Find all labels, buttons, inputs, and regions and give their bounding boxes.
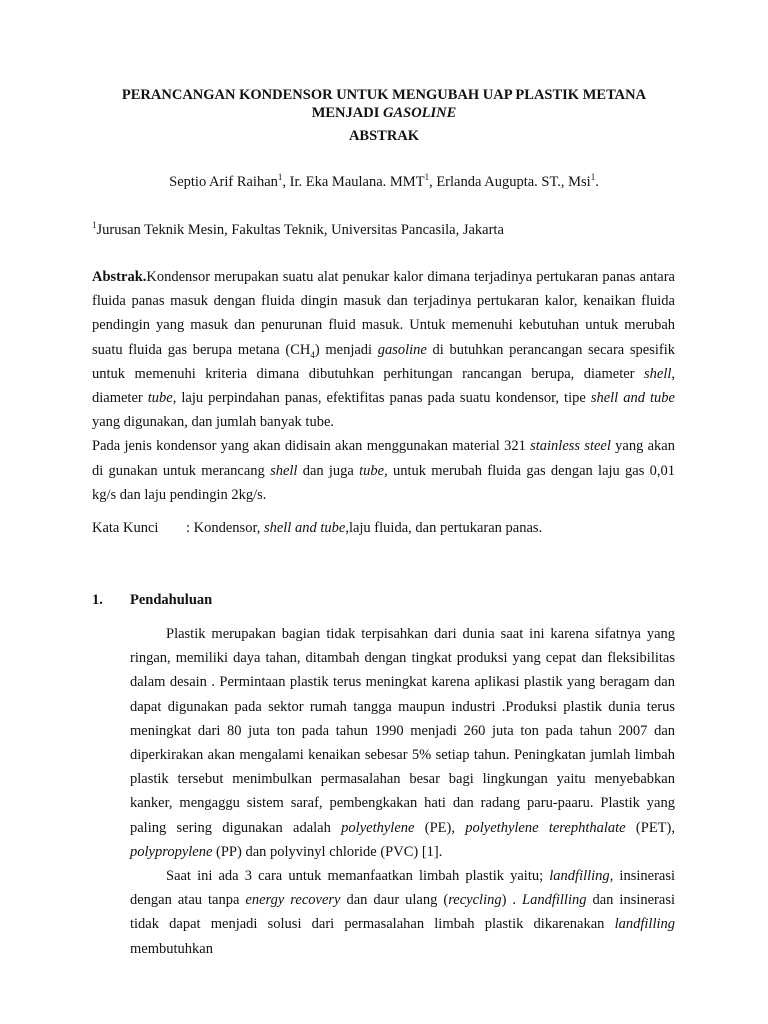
body-text: membutuhkan [130,940,213,957]
section-body [130,622,675,961]
abstract-italic: tube, [359,462,388,479]
abstract-text: dan juga [297,462,360,479]
body-text: dan insinerasi tidak dapat menjadi solusi dari permasalahan limbah plastik dikarenakan [130,892,675,933]
paper-title [0,86,768,122]
keywords [92,520,542,537]
paper-title-line2-text: MENJADI [311,105,383,121]
abstract-italic: shell and tube [590,390,675,407]
body-italic: polyethylene [341,819,415,836]
body-text: Plastik merupakan bagian tidak terpisahkan dari dunia saat ini karena sifatnya yang ringan, memiliki daya tahan, ditambah dengan tingkat produksi yang cepat dan fleksibilitas dalam desain . Permintaan plastik terus meningkat karena aplikasi plastik yang beragam dan dapat digunakan pada sektor rumah tangga maupun industri .Produksi plastik dunia terus meningkat dari 80 juta ton pada tahun 1990 menjadi 260 juta ton pada tahun 2007 dan diperkirakan akan mengalami kenaikan sebesar 5% setiap tahun. Peningkatan jumlah limbah plastik tersebut menimbulkan permasalahan besar bagi lingkungan yaitu menyebabkan kanker, mengaggu sistem saraf, pembengkakan hati dan radang paru-paaru. Plastik yang paling sering digunakan adalah [130,626,675,836]
abstract-italic: tube [147,390,173,407]
abstract-label: Abstrak. [92,269,147,285]
affiliation [92,222,504,239]
author-end: . [595,174,599,190]
author-1-sup: 1 [277,172,283,183]
affiliation-text: Jurusan Teknik Mesin, Fakultas Teknik, Universitas Pancasila, Jakarta [96,222,504,238]
abstract-text: untuk merubah fluida gas dengan laju gas 0,01 kg/s dan laju pendingin 2kg/s. [92,462,675,503]
paper-title-line2 [0,104,768,122]
body-text: , insinerasi dengan atau tanpa [130,868,675,909]
section-number: 1. [92,592,103,608]
abstract-italic: shell [270,462,298,479]
body-text: (PE), [414,819,466,836]
body-italic: recycling [448,892,502,909]
body-text: ) . [501,892,523,909]
abstract-italic: stainless steel [530,438,611,455]
body-text: dan daur ulang ( [340,892,449,909]
paper-title-line1: PERANCANGAN KONDENSOR UNTUK MENGUBAH UAP PLASTIK METANA [121,87,647,103]
section-title: Pendahuluan [130,592,213,608]
body-text: (PP) dan polyvinyl chloride (PVC) [1]. [212,843,443,860]
author-list [0,174,768,191]
section-heading [92,592,212,609]
author-1: Septio Arif Raihan [169,174,278,190]
abstract-text: , diameter [92,365,675,407]
keywords-list [186,520,542,537]
abstract-text: yang akan di gunakan untuk merancang [92,438,675,479]
affiliation-sup: 1 [92,220,97,231]
ch4-subscript: 4 [310,349,315,360]
abstract-italic: gasoline [377,341,427,358]
abstract-text: Pada jenis kondensor yang akan didisain akan menggunakan material 321 [92,438,531,455]
intro-paragraph-2 [130,864,675,961]
paper-title-italic: GASOLINE [382,105,457,121]
body-italic: polyethylene terephthalate [465,819,626,836]
body-italic: landfilling [614,916,675,933]
body-text: (PET), [625,819,675,836]
author-3: , Erlanda Augupta. ST., Msi [429,174,591,190]
abstract-text: yang digunakan, dan jumlah banyak tube. [92,414,335,431]
body-italic: polypropylene [130,843,213,860]
abstract-text: ) menjadi [314,341,378,358]
intro-paragraph-1 [130,622,675,864]
abstract-text: di butuhkan perancangan secara spesifik untuk memenuhi kriteria dimana dibutuhkan perhitungan rancangan berupa, diameter [92,341,675,382]
keywords-label: Kata Kunci [92,520,159,536]
keywords-text: : Kondensor, [186,520,264,536]
body-text: Saat ini ada 3 cara untuk memanfaatkan limbah plastik yaitu; [166,868,550,885]
abstract-body [92,265,675,507]
abstract-heading: ABSTRAK [348,128,420,144]
body-italic: landfilling [549,868,610,885]
body-italic: Landfilling [522,892,587,909]
abstract-italic: shell [643,365,672,382]
author-2-sup: 1 [424,172,430,183]
author-3-sup: 1 [590,172,596,183]
abstract-text: , laju perpindahan panas, efektifitas panas pada suatu kondensor, tipe [172,390,591,407]
abstract-paragraph-2 [92,434,675,507]
keywords-italic: shell and tube [263,520,346,536]
author-2: , Ir. Eka Maulana. MMT [282,174,425,190]
abstract-paragraph-1 [92,265,675,434]
body-italic: energy recovery [245,892,341,909]
abstract-text: Kondensor merupakan suatu alat penukar kalor dimana terjadinya pertukaran panas antara fluida panas masuk dengan fluida dingin masuk dan terjadinya pertukaran kalor, kenaikan fluida pendingin yang masuk dan penurunan fluid masuk. Untuk memenuhi kebutuhan untuk merubah suatu fluida gas berupa metana (CH [92,269,675,358]
keywords-text: ,laju fluida, dan pertukaran panas. [345,520,543,536]
